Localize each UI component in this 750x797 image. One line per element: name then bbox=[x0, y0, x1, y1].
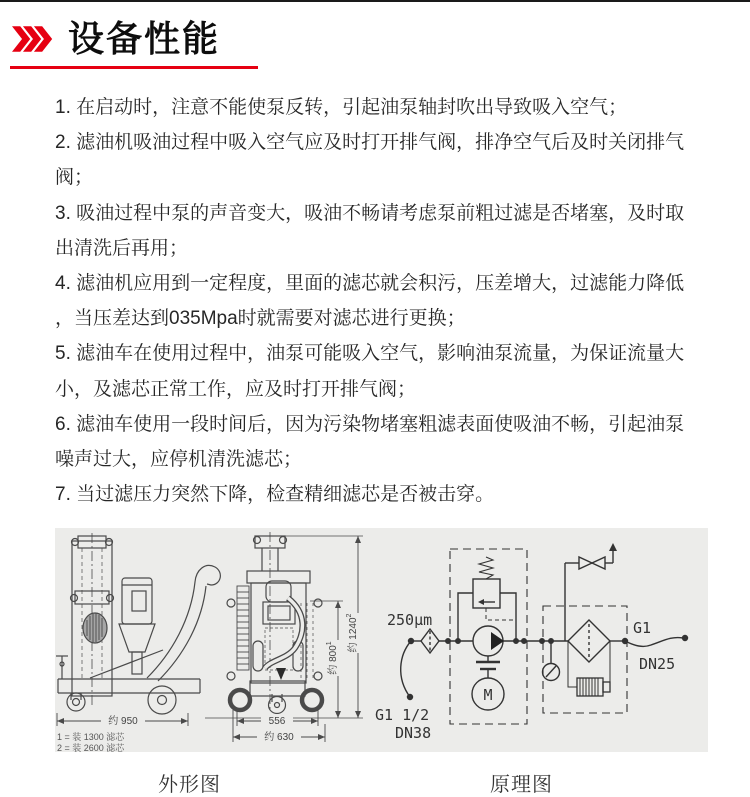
schematic-figure-caption: 原理图 bbox=[490, 774, 553, 797]
outline-figure-caption: 外形图 bbox=[158, 774, 221, 797]
coupling-symbol bbox=[476, 656, 500, 678]
note-item-6: 6. 滤油车使用一段时间后，因为污染物堵塞粗滤表面使吸油不畅，引起油泵噪声过大，应停机清洗滤芯； bbox=[55, 413, 685, 471]
outline-side-view bbox=[56, 533, 220, 714]
pressure-gauge-symbol bbox=[543, 641, 560, 681]
outlet-dn-label: DN25 bbox=[639, 655, 676, 674]
note-item-5: 5. 滤油车在使用过程中，油泵可能吸入空气，影响油泵流量，为保证流量大小，及滤芯正常工作，应及时打开排气阀； bbox=[55, 343, 685, 400]
note-item-3: 3. 吸油过程中泵的声音变大，吸油不畅请考虑泵前粗过滤是否堵塞，及时取出清洗后再用； bbox=[55, 202, 685, 259]
outlet-thread-label: G1 bbox=[633, 619, 652, 638]
outline-legend bbox=[57, 731, 125, 752]
title-underline bbox=[10, 66, 258, 69]
relief-valve-symbol bbox=[473, 557, 514, 620]
svg-text:约 12402 bbox=[346, 614, 359, 653]
electric-motor-symbol bbox=[472, 678, 504, 710]
figure-panel bbox=[55, 528, 708, 752]
inlet-dn-label: DN38 bbox=[395, 724, 432, 743]
inlet-thread-label: G1 1/2 bbox=[375, 706, 430, 725]
outline-front-view bbox=[205, 532, 363, 718]
svg-text:约 8001 bbox=[326, 642, 339, 675]
strainer-symbol bbox=[421, 629, 439, 653]
dimension-1240 bbox=[285, 536, 363, 718]
page-title: 设备性能 bbox=[68, 18, 221, 59]
dim-1240-label: 约 1240 bbox=[348, 617, 359, 653]
dimension-556 bbox=[237, 708, 318, 727]
triple-chevron-icon bbox=[12, 25, 54, 53]
coiled-hose bbox=[237, 586, 249, 670]
dimension-950 bbox=[57, 713, 188, 727]
note-item-4: 4. 滤油机应用到一定程度，里面的滤芯就会积污，压差增大，过滤能力降低，当压差达到035Mpa时就需要对滤芯进行更换； bbox=[55, 273, 685, 330]
drain-arrow bbox=[276, 668, 286, 680]
dim-950-label: 约 950 bbox=[108, 716, 138, 728]
notes-list bbox=[55, 90, 697, 512]
dimension-800 bbox=[310, 601, 343, 718]
note-item-7: 7. 当过滤压力突然下降，检查精细滤芯是否被击穿。 bbox=[55, 484, 495, 506]
air-bleed-valve-symbol bbox=[565, 543, 617, 641]
note-item-2: 2. 滤油机吸油过程中吸入空气应及时打开排气阀，排净空气后及时关闭排气阀； bbox=[55, 132, 685, 189]
dim-800-label: 约 800 bbox=[328, 645, 339, 676]
filter-symbol bbox=[568, 620, 610, 662]
legend-line-2: 2 = 装 2600 滤芯 bbox=[57, 743, 125, 753]
filter-unit-box bbox=[543, 606, 627, 713]
hatched-port bbox=[83, 613, 107, 643]
technical-drawing bbox=[55, 528, 708, 752]
figure-captions bbox=[0, 768, 750, 797]
dim-556-label: 556 bbox=[268, 716, 286, 728]
strainer-label: 250μm bbox=[387, 611, 433, 630]
dim-1240-sup: 2 bbox=[346, 613, 353, 618]
motor-label: M bbox=[483, 686, 493, 705]
dim-800-sup: 1 bbox=[326, 641, 333, 646]
motor-side bbox=[122, 578, 152, 624]
pump-symbol bbox=[473, 626, 504, 656]
page-header bbox=[0, 2, 750, 62]
schematic-labels bbox=[375, 611, 675, 742]
legend-line-1: 1 = 装 1300 滤芯 bbox=[57, 732, 125, 743]
dim-630-label: 约 630 bbox=[264, 732, 294, 744]
note-item-1: 1. 在启动时，注意不能使泵反转，引起油泵轴封吹出导致吸入空气； bbox=[55, 97, 628, 118]
